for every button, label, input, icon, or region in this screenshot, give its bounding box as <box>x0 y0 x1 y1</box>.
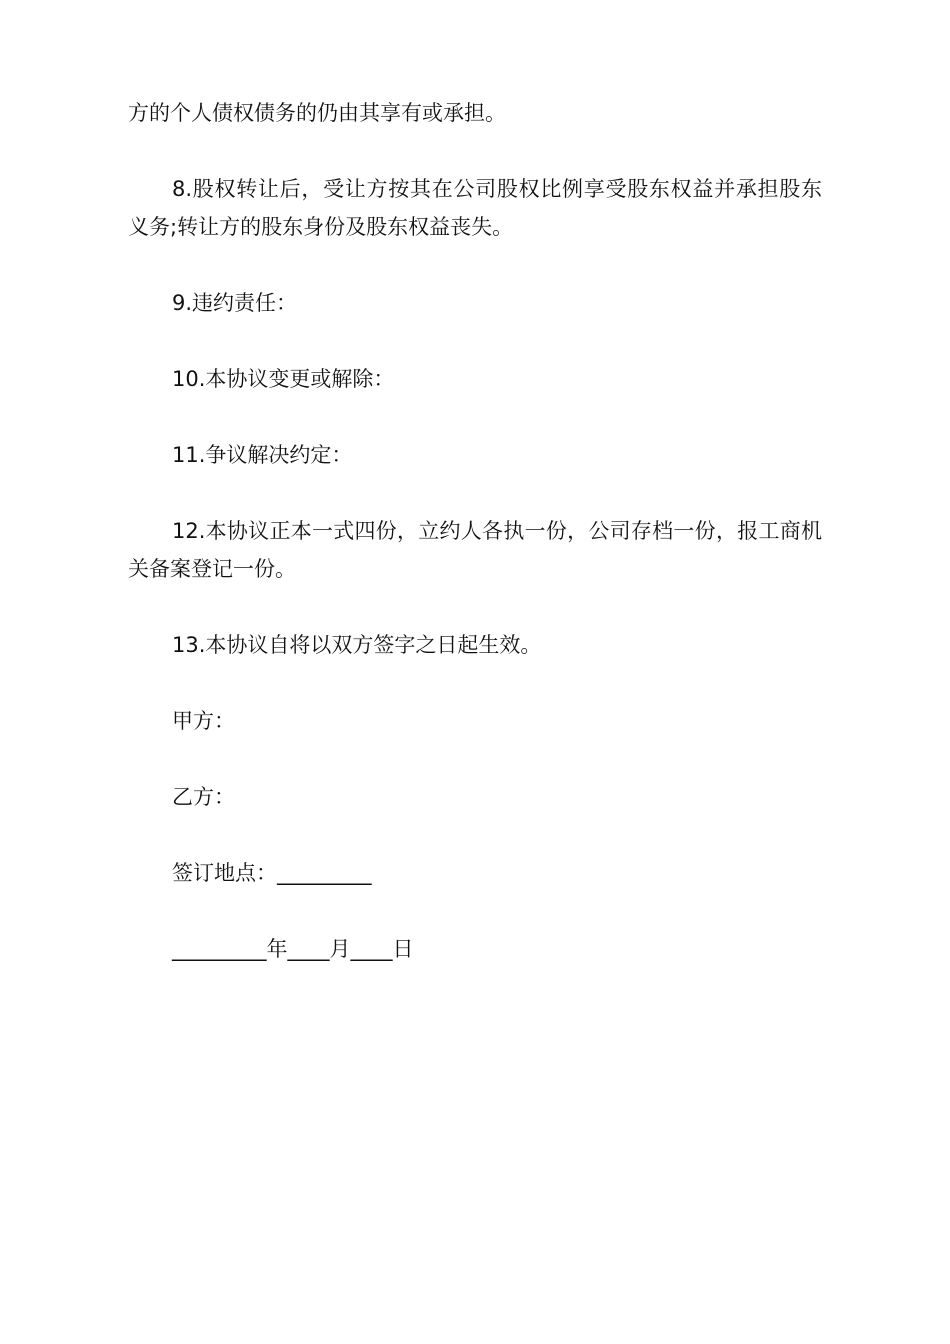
clause-13-effective: 13.本协议自将以双方签字之日起生效。 <box>172 633 542 657</box>
signing-date: _________年____月____日 <box>172 937 414 961</box>
clause-12-copies: 12.本协议正本一式四份，立约人各执一份，公司存档一份，报工商机关备案登记一份。 <box>128 519 822 581</box>
document-body <box>128 94 822 1006</box>
clause-11-dispute-resolution: 11.争议解决约定： <box>172 443 353 467</box>
paragraph-continuation: 方的个人债权债务的仍由其享有或承担。 <box>128 101 506 125</box>
signing-place: 签订地点：_________ <box>172 861 372 885</box>
party-a-signature: 甲方： <box>172 709 235 733</box>
clause-8: 8.股权转让后，受让方按其在公司股权比例享受股东权益并承担股东义务;转让方的股东身份及股东权益丧失。 <box>128 177 822 239</box>
clause-10-amendment: 10.本协议变更或解除： <box>172 367 395 391</box>
clause-9-breach-liability: 9.违约责任： <box>172 291 298 315</box>
party-b-signature: 乙方： <box>172 785 235 809</box>
